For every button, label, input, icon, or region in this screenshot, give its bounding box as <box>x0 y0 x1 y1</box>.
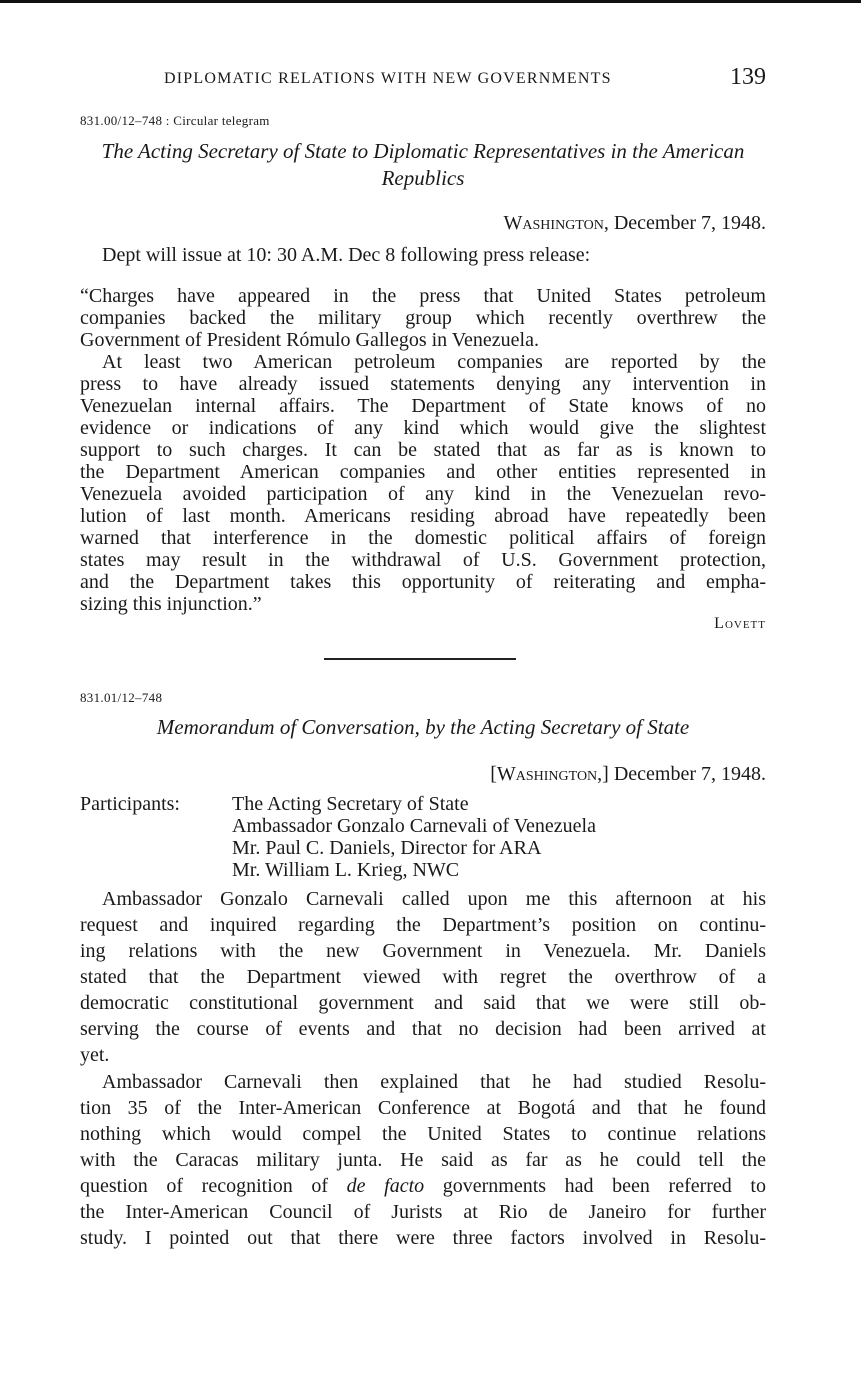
doc2-para1-line: request and inquired regarding the Department’s position on continu- <box>80 914 766 936</box>
doc1-line: the Department American companies and other entities represented in <box>80 461 766 483</box>
doc1-line: support to such charges. It can be stated that as far as is known to <box>80 439 766 461</box>
doc1-line: states may result in the withdrawal of U.S. Government protection, <box>80 549 766 571</box>
doc2-dateline-place: Washington <box>496 763 598 785</box>
doc2-title: Memorandum of Conversation, by the Acting Secretary of State <box>156 715 690 739</box>
doc1-dateline-date: , December 7, 1948. <box>603 212 766 234</box>
doc1-line: evidence or indications of any kind which would give the slightest <box>80 417 766 439</box>
doc2-para2-line: question of recognition of de facto governments had been referred to <box>80 1175 766 1197</box>
doc1-line: Venezuela avoided participation of any kind in the Venezuelan revo- <box>80 483 766 505</box>
doc2-para2-line: Ambassador Carnevali then explained that he had studied Resolu- <box>102 1071 766 1093</box>
participant: Ambassador Gonzalo Carnevali of Venezuela <box>232 815 596 837</box>
participants-label: Participants: <box>80 793 180 815</box>
doc1-line: At least two American petroleum companies are reported by the <box>102 351 766 373</box>
doc1-line: sizing this injunction.” <box>80 593 262 615</box>
doc1-line: lution of last month. Americans residing abroad have repeatedly been <box>80 505 766 527</box>
participant: Mr. Paul C. Daniels, Director for ARA <box>232 837 542 859</box>
page-number: 139 <box>730 64 766 90</box>
running-head-title: DIPLOMATIC RELATIONS WITH NEW GOVERNMENTS <box>164 70 612 87</box>
doc1-file-number: 831.00/12–748 : Circular telegram <box>80 113 270 128</box>
doc2-dateline-open: [ <box>490 763 497 785</box>
doc2-para1-line: ing relations with the new Government in Venezuela. Mr. Daniels <box>80 940 766 962</box>
doc1-line: “Charges have appeared in the press that United States petroleum <box>80 285 766 307</box>
doc1-line: Venezuelan internal affairs. The Department of State knows of no <box>80 395 766 417</box>
doc1-line: Government of President Rómulo Gallegos in Venezuela. <box>80 329 539 351</box>
doc2-para1-line: democratic constitutional government and said that we were still ob- <box>80 992 766 1014</box>
doc1-line: and the Department takes this opportunity of reiterating and empha- <box>80 571 766 593</box>
doc1-intro: Dept will issue at 10: 30 A.M. Dec 8 following press release: <box>102 244 591 266</box>
section-divider <box>324 658 516 660</box>
doc2-para2-line: nothing which would compel the United States to continue relations <box>80 1123 766 1145</box>
doc2-para2-line: the Inter-American Council of Jurists at Rio de Janeiro for further <box>80 1201 766 1223</box>
doc2-dateline-date: ,] December 7, 1948. <box>597 763 766 785</box>
doc2-file-number: 831.01/12–748 <box>80 690 163 705</box>
doc1-dateline <box>504 212 766 235</box>
doc1-line: press to have already issued statements denying any intervention in <box>80 373 766 395</box>
participant: Mr. William L. Krieg, NWC <box>232 859 460 881</box>
running-head <box>80 66 766 96</box>
doc2-para2-line: with the Caracas military junta. He said as far as he could tell the <box>80 1149 766 1171</box>
doc2-dateline <box>490 763 766 786</box>
doc1-line: companies backed the military group which recently overthrew the <box>80 307 766 329</box>
doc1-line: warned that interference in the domestic political affairs of foreign <box>80 527 766 549</box>
doc1-dateline-place: Washington <box>503 212 604 234</box>
doc1-signature: Lovett <box>714 615 766 632</box>
doc2-para1-line: stated that the Department viewed with regret the overthrow of a <box>80 966 766 988</box>
doc2-para1-line: serving the course of events and that no decision had been arrived at <box>80 1018 766 1040</box>
doc1-title: The Acting Secretary of State to Diplomatic Representatives in the American Republics <box>101 139 745 190</box>
doc2-para2-line: study. I pointed out that there were three factors involved in Resolu- <box>80 1227 766 1249</box>
doc2-para1-line: yet. <box>80 1044 110 1066</box>
top-border-rule <box>0 0 861 3</box>
doc2-para2-line: tion 35 of the Inter-American Conference at Bogotá and that he found <box>80 1097 766 1119</box>
participant: The Acting Secretary of State <box>232 793 469 815</box>
doc2-para1-line: Ambassador Gonzalo Carnevali called upon me this afternoon at his <box>102 888 766 910</box>
